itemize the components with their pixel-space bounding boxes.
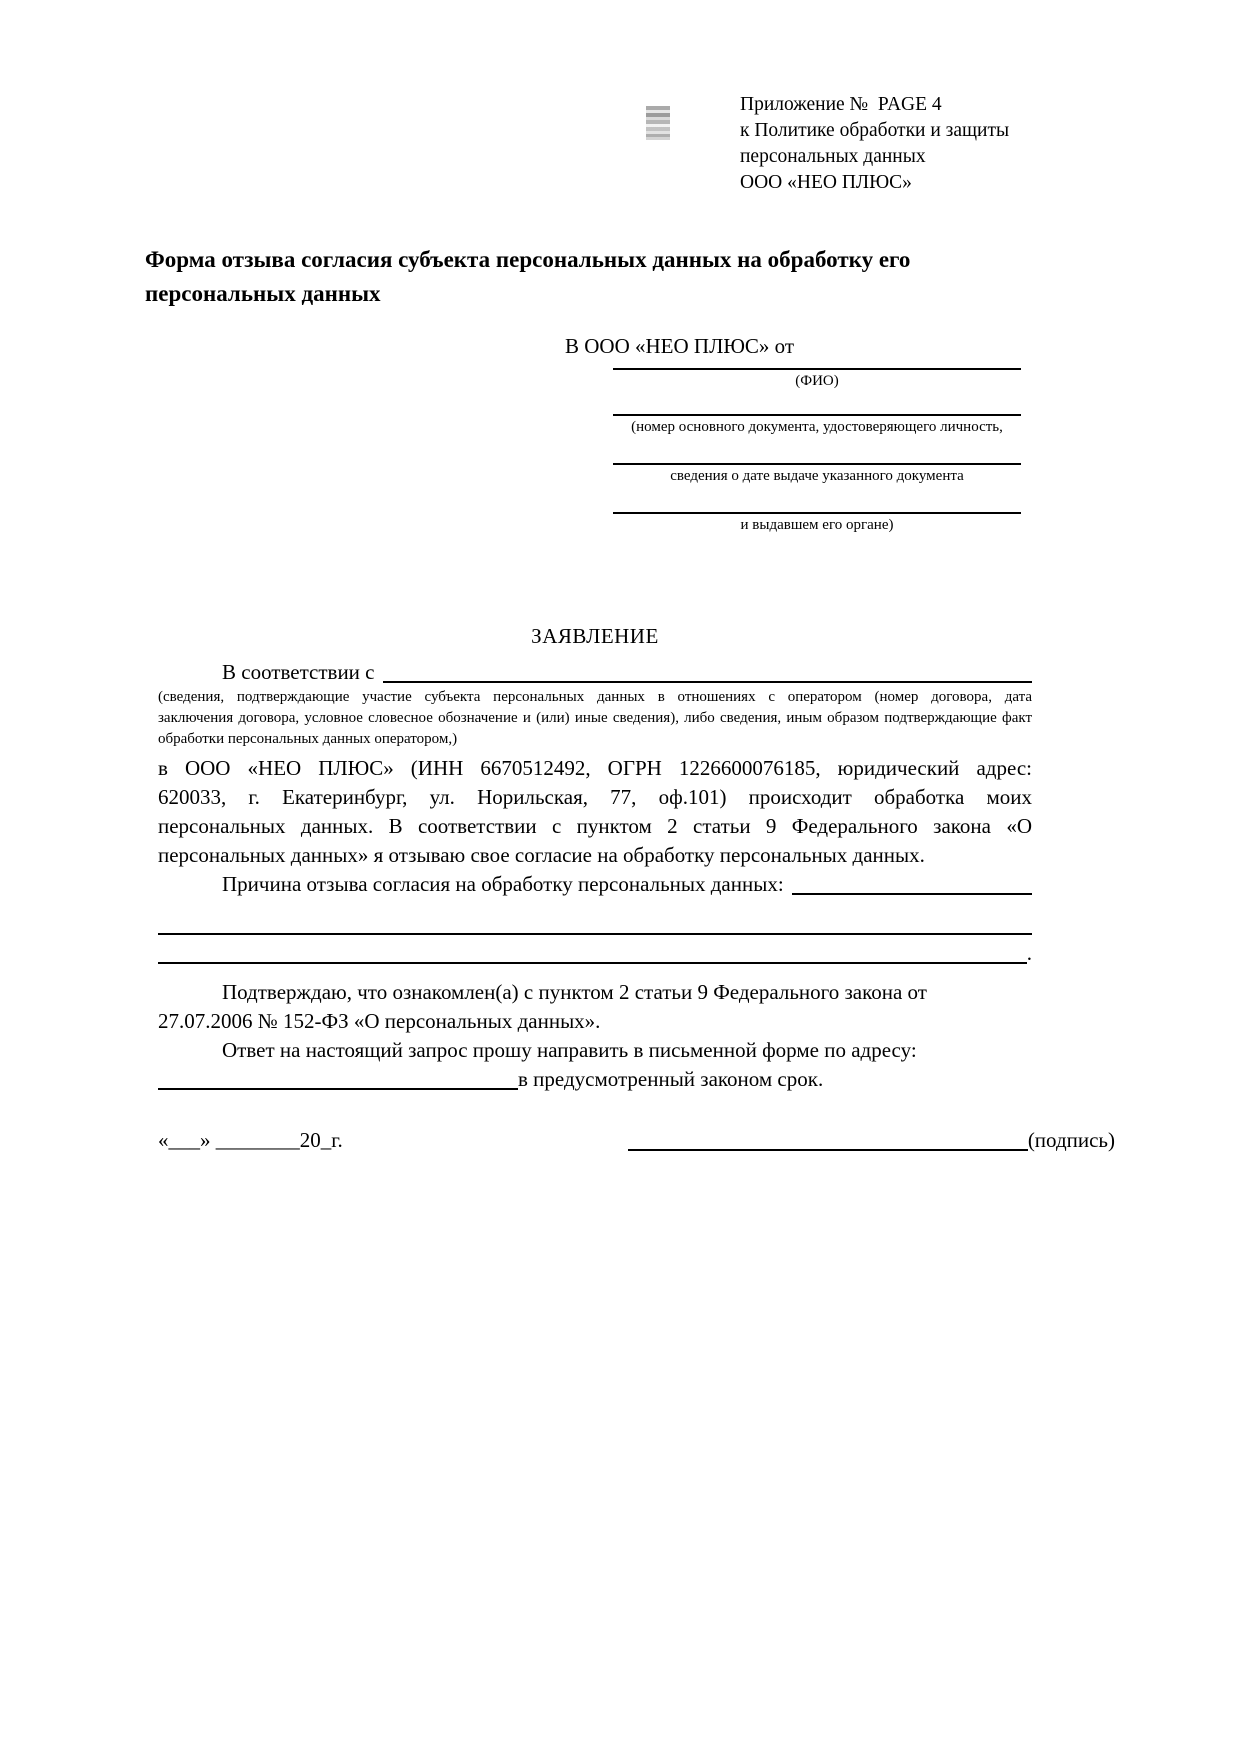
reason-prefix: Причина отзыва согласия на обработку персональных данных: xyxy=(222,872,784,896)
reply-address-line xyxy=(158,1065,1032,1094)
document-number-blank-field xyxy=(613,414,1021,437)
document-title-line: персональных данных xyxy=(145,281,381,306)
appendix-header xyxy=(740,92,1009,196)
statement-heading: ЗАЯВЛЕНИЕ xyxy=(531,624,659,648)
intro-line xyxy=(158,658,1032,687)
period-mark: . xyxy=(1026,941,1032,965)
reason-blank-line xyxy=(792,870,1032,895)
signature-blank-line xyxy=(628,1126,1028,1151)
reply-suffix: в предусмотренный законом срок. xyxy=(518,1067,824,1091)
main-paragraph-line: персональных данных» я отзываю свое согласие на обработку персональных данных. xyxy=(158,843,925,867)
confirmation-line: Подтверждаю, что ознакомлен(а) с пунктом 2 статьи 9 Федерального закона от xyxy=(222,980,927,1004)
issuing-authority-caption: и выдавшем его органе) xyxy=(740,517,894,533)
confirmation-paragraph xyxy=(158,978,1032,1036)
intro-blank-line xyxy=(383,658,1033,683)
footnote-line: (сведения, подтверждающие участие субъекта персональных данных в отношениях с оператором (номер договора, дата xyxy=(158,689,1032,705)
address-blank-line xyxy=(158,1065,518,1090)
document-title xyxy=(145,243,1045,311)
main-paragraph-line: персональных данных. В соответствии с пунктом 2 статьи 9 Федерального закона «О xyxy=(158,814,1032,838)
intro-prefix: В соответствии с xyxy=(222,660,375,684)
signature-caption: (подпись) xyxy=(1027,1128,1115,1152)
reason-blank-line-3 xyxy=(158,939,1032,968)
issue-date-caption: сведения о дате выдаче указанного документа xyxy=(670,468,964,484)
statement-body xyxy=(158,658,1032,1094)
appendix-line: персональных данных xyxy=(740,146,926,167)
appendix-line: к Политике обработки и защиты xyxy=(740,120,1010,141)
reason-line xyxy=(158,870,1032,899)
appendix-line: ООО «НЕО ПЛЮС» xyxy=(740,172,912,193)
document-number-caption: (номер основного документа, удостоверяющего личность, xyxy=(631,419,1003,435)
issue-date-blank-field xyxy=(613,463,1021,486)
footnote-text xyxy=(158,687,1032,750)
signature-area xyxy=(628,1126,1115,1155)
addressee-line: В ООО «НЕО ПЛЮС» от xyxy=(565,334,795,358)
main-paragraph-line: 620033, г. Екатеринбург, ул. Норильская, 77, оф.101) происходит обработка моих xyxy=(158,785,1032,809)
reason-blank-line-2 xyxy=(158,933,1032,935)
footnote-line: обработки персональных данных оператором,) xyxy=(158,731,458,747)
signature-row xyxy=(158,1126,1115,1155)
main-paragraph-line: в ООО «НЕО ПЛЮС» (ИНН 6670512492, ОГРН 1226600076185, юридический адрес: xyxy=(158,756,1032,780)
blank-rule xyxy=(158,939,1027,964)
footnote-line: заключения договора, условное словесное обозначение и (или) иные сведения), либо сведения, иным образом подтверждающие факт xyxy=(158,710,1032,726)
confirmation-line: 27.07.2006 № 152-ФЗ «О персональных данных». xyxy=(158,1009,601,1033)
main-paragraph xyxy=(158,754,1032,870)
date-blank: «___» ________20_г. xyxy=(158,1128,343,1152)
issuing-authority-blank-field xyxy=(613,512,1021,535)
embedded-object-artifact xyxy=(646,106,670,140)
fio-blank-field xyxy=(613,368,1021,391)
appendix-line: Приложение № PAGE 4 xyxy=(740,94,942,115)
document-title-line: Форма отзыва согласия субъекта персональных данных на обработку его xyxy=(145,247,911,272)
reply-request-line: Ответ на настоящий запрос прошу направить в письменной форме по адресу: xyxy=(222,1038,917,1062)
fio-caption: (ФИО) xyxy=(795,373,839,389)
